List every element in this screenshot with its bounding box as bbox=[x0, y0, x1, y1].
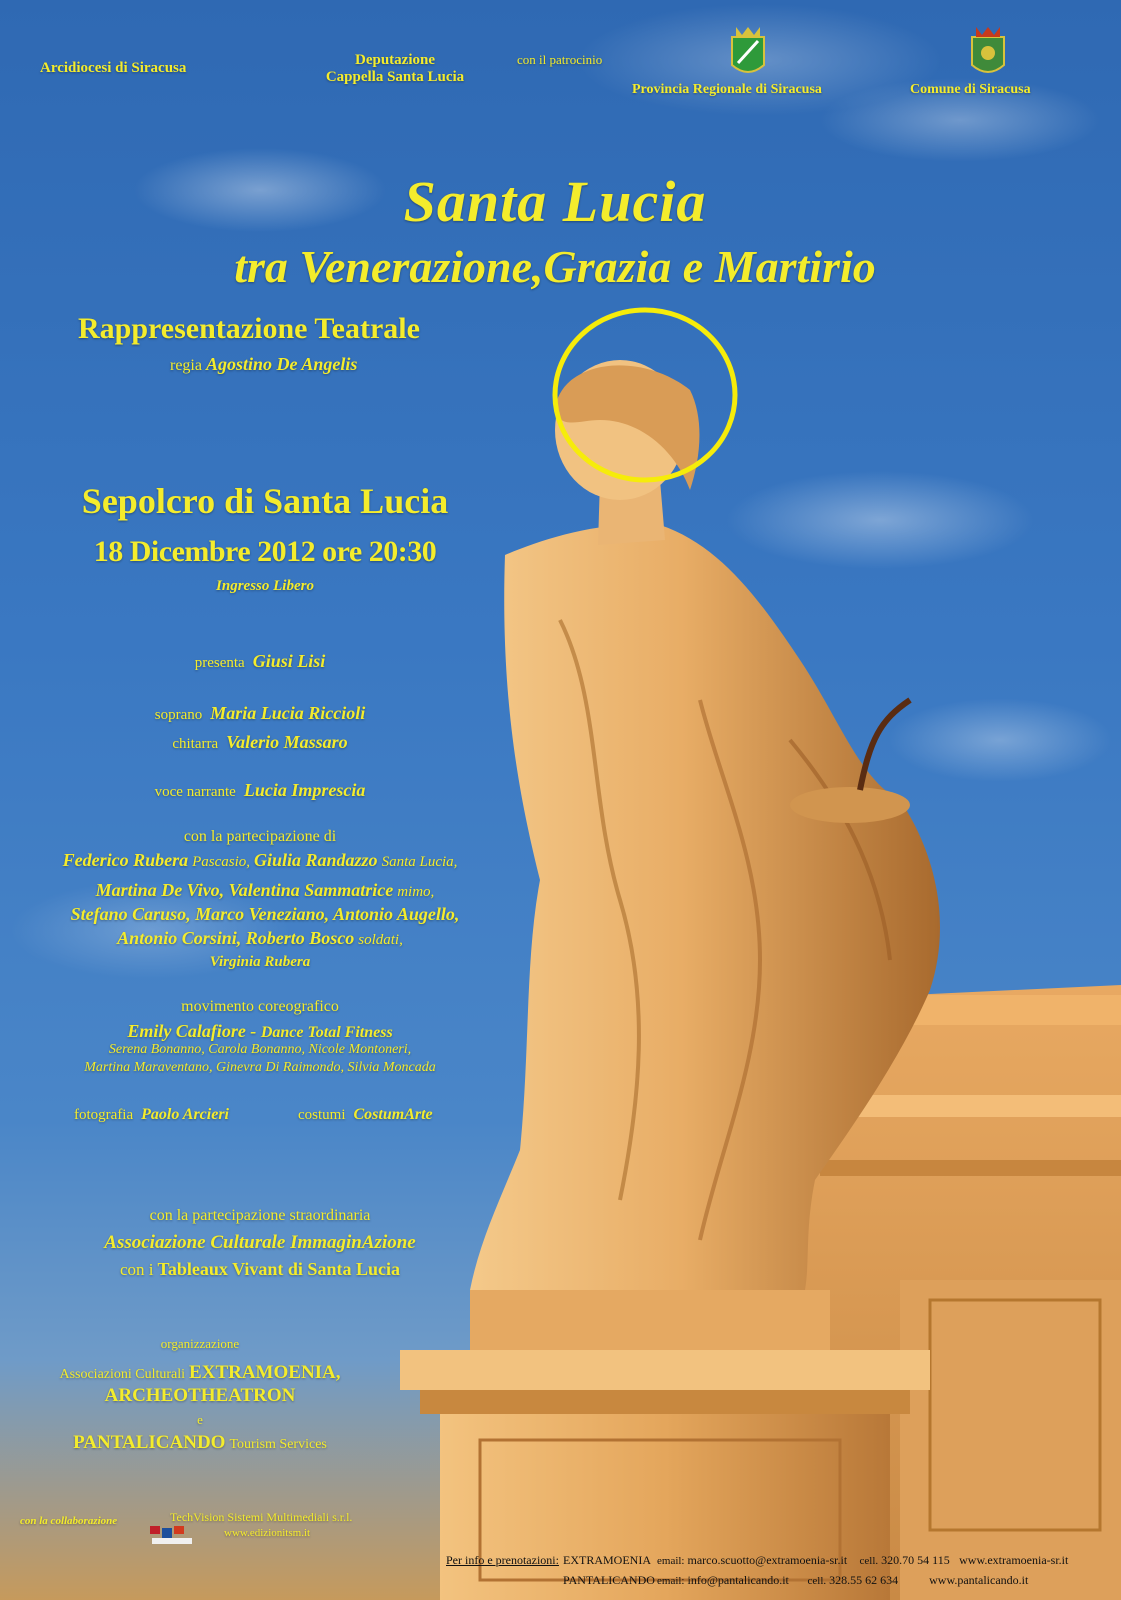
tableaux-line bbox=[0, 1259, 520, 1280]
costumi-name: CostumArte bbox=[353, 1106, 433, 1123]
org-label: organizzazione bbox=[160, 1336, 240, 1351]
contact1-email[interactable]: marco.scuotto@extramoenia-sr.it bbox=[687, 1553, 848, 1567]
chitarra-name: Valerio Massaro bbox=[226, 732, 348, 752]
org-pantalicando: PANTALICANDO bbox=[73, 1432, 226, 1453]
contact2-org: PANTALICANDO bbox=[563, 1573, 655, 1587]
costumi-label: costumi bbox=[298, 1107, 346, 1123]
deputazione-line1: Deputazione bbox=[355, 52, 435, 68]
chitarra-line bbox=[0, 732, 520, 753]
cast-line-3: Stefano Caruso, Marco Veneziano, Antonio Augello, bbox=[70, 904, 460, 924]
voce-label: voce narrante bbox=[154, 784, 236, 800]
event-entry: Ingresso Libero bbox=[216, 578, 314, 594]
dance-company: Dance Total Fitness bbox=[260, 1024, 393, 1041]
cast1-name-a: Federico Rubera bbox=[62, 850, 189, 870]
costumi-line bbox=[298, 1106, 433, 1124]
regia-label: regia bbox=[170, 357, 202, 374]
voce-line bbox=[0, 780, 520, 801]
event-datetime: 18 Dicembre 2012 ore 20:30 bbox=[93, 535, 437, 568]
cast4-names: Antonio Corsini, Roberto Bosco bbox=[117, 928, 355, 948]
contact1-email-label: email: bbox=[657, 1555, 685, 1567]
contacts-row-1 bbox=[563, 1553, 1068, 1568]
collab-company: TechVision Sistemi Multimediali s.r.l. bbox=[170, 1510, 353, 1524]
show-type: Rappresentazione Teatrale bbox=[78, 312, 420, 345]
cast-line-1 bbox=[0, 850, 520, 871]
cast-line-4 bbox=[0, 928, 520, 949]
contact2-web[interactable]: www.pantalicando.it bbox=[929, 1573, 1029, 1587]
choreographer-name: Emily Calafiore - bbox=[127, 1021, 261, 1041]
comune-label: Comune di Siracusa bbox=[910, 82, 1031, 97]
deputazione-label bbox=[300, 52, 490, 86]
contacts-label: Per info e prenotazioni: bbox=[446, 1553, 559, 1567]
contact2-email[interactable]: info@pantalicando.it bbox=[687, 1573, 789, 1587]
contact2-email-label: email: bbox=[657, 1575, 685, 1587]
cast-line-2 bbox=[0, 880, 530, 901]
cast2-role: mimo, bbox=[397, 884, 435, 900]
tableaux-name: Tableaux Vivant di Santa Lucia bbox=[157, 1259, 400, 1279]
provincia-crest-icon bbox=[728, 25, 768, 80]
title-line1: Santa Lucia bbox=[403, 169, 707, 234]
foto-label: fotografia bbox=[74, 1107, 134, 1123]
movimento-label: movimento coreografico bbox=[181, 998, 339, 1015]
special-label: con la partecipazione straordinaria bbox=[149, 1207, 371, 1224]
cast-line-5: Virginia Rubera bbox=[209, 954, 311, 970]
special-assoc: Associazione Culturale ImmaginAzione bbox=[104, 1232, 416, 1253]
presenta-line bbox=[0, 651, 520, 672]
soprano-line bbox=[0, 703, 520, 724]
org-prefix: Associazioni Culturali bbox=[59, 1367, 186, 1382]
patrocinio-label: con il patrocinio bbox=[517, 52, 603, 67]
dancers-line-1: Serena Bonanno, Carola Bonanno, Nicole Montoneri, bbox=[108, 1042, 412, 1057]
org-extramoenia: EXTRAMOENIA, bbox=[189, 1362, 341, 1383]
presenta-name: Giusi Lisi bbox=[252, 651, 326, 671]
foto-name: Paolo Arcieri bbox=[141, 1106, 229, 1123]
org-line-1 bbox=[0, 1362, 400, 1384]
cast1-role-a: Pascasio, bbox=[192, 854, 251, 870]
regia-name: Agostino De Angelis bbox=[205, 354, 358, 374]
cast1-role-b: Santa Lucia, bbox=[381, 854, 458, 870]
org-e: e bbox=[197, 1412, 203, 1427]
foto-line bbox=[74, 1106, 229, 1124]
soprano-name: Maria Lucia Riccioli bbox=[210, 703, 366, 723]
org-pantalicando-suffix: Tourism Services bbox=[229, 1437, 327, 1452]
comune-crest-icon bbox=[968, 23, 1008, 78]
provincia-label: Provincia Regionale di Siracusa bbox=[632, 82, 822, 97]
contact1-org: EXTRAMOENIA bbox=[563, 1553, 651, 1567]
deputazione-line2: Cappella Santa Lucia bbox=[325, 69, 465, 85]
contact2-cell-label: cell. bbox=[807, 1575, 827, 1587]
cast1-name-b: Giulia Randazzo bbox=[254, 850, 378, 870]
contact1-web[interactable]: www.extramoenia-sr.it bbox=[959, 1553, 1069, 1567]
presenta-label: presenta bbox=[194, 655, 245, 671]
tableaux-prefix: con i bbox=[120, 1260, 154, 1279]
contact1-cell: 320.70 54 115 bbox=[881, 1553, 950, 1567]
regia-line bbox=[170, 354, 357, 375]
arcidiocesi-label: Arcidiocesi di Siracusa bbox=[40, 60, 187, 76]
chitarra-label: chitarra bbox=[172, 736, 219, 752]
soprano-label: soprano bbox=[154, 707, 203, 723]
contact2-cell: 328.55 62 634 bbox=[829, 1573, 899, 1587]
contacts-row-2 bbox=[563, 1573, 1028, 1588]
voce-name: Lucia Imprescia bbox=[243, 780, 366, 800]
cast4-role: soldati, bbox=[358, 932, 403, 948]
dancers-line-2: Martina Maraventano, Ginevra Di Raimondo, Silvia Moncada bbox=[84, 1060, 436, 1075]
cast2-names: Martina De Vivo, Valentina Sammatrice bbox=[95, 880, 394, 900]
contact1-cell-label: cell. bbox=[859, 1555, 879, 1567]
event-venue: Sepolcro di Santa Lucia bbox=[81, 481, 449, 521]
org-archeo: ARCHEOTHEATRON bbox=[104, 1385, 296, 1406]
title-line2: tra Venerazione,Grazia e Martirio bbox=[234, 241, 876, 292]
collab-url: www.edizionitsm.it bbox=[224, 1527, 311, 1539]
org-line-pantalicando bbox=[0, 1432, 400, 1454]
collab-label: con la collaborazione bbox=[20, 1515, 118, 1527]
partecipazione-label: con la partecipazione di bbox=[183, 828, 337, 845]
movimento-line bbox=[0, 1021, 520, 1042]
